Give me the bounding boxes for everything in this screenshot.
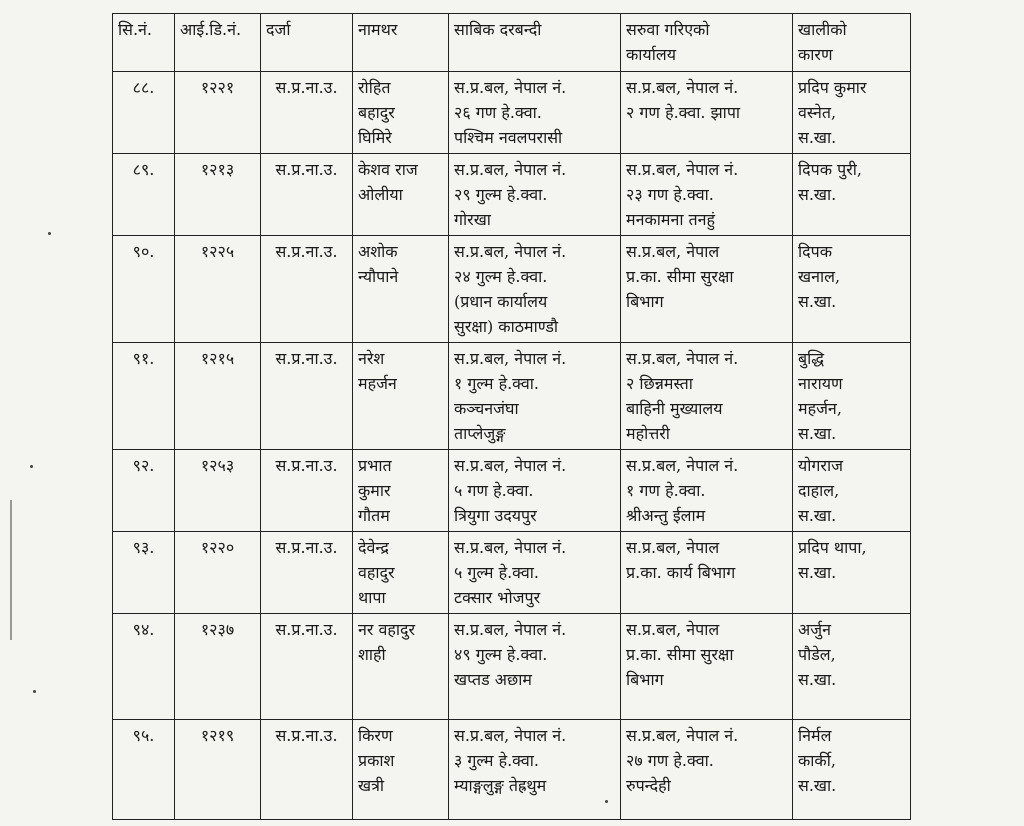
cell-line: प्र.का. सीमा सुरक्षा: [626, 267, 734, 286]
serial-number-cell: ९५.: [113, 720, 175, 820]
id-number-cell: १२२०: [175, 532, 261, 614]
cell-line: केशव राज: [358, 160, 418, 179]
rank-cell: स.प्र.ना.उ.: [261, 532, 353, 614]
id-number-cell: १२३७: [175, 614, 261, 720]
cell-line: घिमिरे: [358, 128, 392, 147]
transferred-office-cell: [621, 72, 793, 154]
table-row: [113, 532, 911, 614]
header-previous-post: साबिक दरबन्दी: [449, 14, 621, 72]
previous-post-cell: [449, 154, 621, 236]
name-cell: [353, 236, 449, 343]
serial-number-cell: ९४.: [113, 614, 175, 720]
transferred-office-cell: [621, 343, 793, 450]
cell-line: ४९ गुल्म हे.क्वा.: [454, 645, 548, 664]
vacancy-reason-cell: [793, 343, 911, 450]
rank-cell: स.प्र.ना.उ.: [261, 720, 353, 820]
vacancy-reason-cell: [793, 236, 911, 343]
header-line: कारण: [798, 45, 833, 64]
cell-line: बुद्धि: [798, 349, 825, 368]
name-cell: [353, 72, 449, 154]
id-number-cell: १२१३: [175, 154, 261, 236]
vacancy-reason-cell: [793, 72, 911, 154]
serial-number-cell: ८९.: [113, 154, 175, 236]
cell-line: २३ गण हे.क्वा.: [626, 185, 714, 204]
cell-line: २६ गण हे.क्वा.: [454, 103, 542, 122]
id-number-cell: १२१९: [175, 720, 261, 820]
header-id-number: आई.डि.नं.: [175, 14, 261, 72]
table-row: [113, 236, 911, 343]
cell-line: प्रकाश: [358, 751, 395, 770]
transferred-office-cell: [621, 532, 793, 614]
cell-line: वहादुर: [358, 563, 395, 582]
transferred-office-cell: [621, 236, 793, 343]
cell-line: २ छिन्नमस्ता: [626, 374, 693, 393]
serial-number-cell: ९२.: [113, 450, 175, 532]
cell-line: स.प्र.बल, नेपाल नं.: [626, 726, 739, 745]
cell-line: अर्जुन: [798, 620, 831, 639]
scan-edge-mark: [10, 500, 12, 640]
cell-line: किरण: [358, 726, 393, 745]
cell-line: दिपक: [798, 242, 833, 261]
header-vacancy-reason: [793, 14, 911, 72]
table-row: [113, 450, 911, 532]
table-row: [113, 72, 911, 154]
transferred-office-cell: [621, 154, 793, 236]
cell-line: स.प्र.बल, नेपाल नं.: [626, 349, 739, 368]
cell-line: नारायण: [798, 374, 843, 393]
rank-cell: स.प्र.ना.उ.: [261, 343, 353, 450]
cell-line: दाहाल,: [798, 481, 840, 500]
cell-line: महर्जन: [358, 374, 397, 393]
cell-line: बाहिनी मुख्यालय: [626, 399, 723, 418]
cell-line: श्रीअन्तु ईलाम: [626, 506, 706, 525]
cell-line: स.खा.: [798, 292, 837, 311]
table-row: [113, 343, 911, 450]
cell-line: त्रियुगा उदयपुर: [454, 506, 537, 525]
name-cell: [353, 343, 449, 450]
cell-line: प्र.का. कार्य बिभाग: [626, 563, 736, 582]
vacancy-reason-cell: [793, 532, 911, 614]
table-row: [113, 154, 911, 236]
cell-line: शाही: [358, 645, 386, 664]
transferred-office-cell: [621, 614, 793, 720]
cell-line: सुरक्षा) काठमाण्डौ: [454, 317, 559, 336]
cell-line: ओलीया: [358, 185, 403, 204]
name-cell: [353, 532, 449, 614]
cell-line: नरेश: [358, 349, 385, 368]
serial-number-cell: ९३.: [113, 532, 175, 614]
cell-line: पश्चिम नवलपरासी: [454, 128, 563, 147]
previous-post-cell: [449, 720, 621, 820]
cell-line: २९ गुल्म हे.क्वा.: [454, 185, 548, 204]
cell-line: पौडेल,: [798, 645, 836, 664]
cell-line: स.प्र.बल, नेपाल: [626, 538, 720, 557]
rank-cell: स.प्र.ना.उ.: [261, 72, 353, 154]
cell-line: ५ गुल्म हे.क्वा.: [454, 563, 540, 582]
transferred-office-cell: [621, 720, 793, 820]
cell-line: कार्की,: [798, 751, 836, 770]
cell-line: स.प्र.बल, नेपाल नं.: [454, 620, 567, 639]
cell-line: प्रदिप थापा,: [798, 538, 867, 557]
rank-cell: स.प्र.ना.उ.: [261, 236, 353, 343]
vacancy-reason-cell: [793, 450, 911, 532]
cell-line: न्यौपाने: [358, 267, 399, 286]
cell-line: म्याङ्गलुङ्ग तेह्रथुम: [454, 776, 547, 795]
cell-line: स.खा.: [798, 424, 837, 443]
previous-post-cell: [449, 450, 621, 532]
table-row: [113, 614, 911, 720]
transfer-table: [112, 13, 911, 820]
table-row: [113, 720, 911, 820]
cell-line: स.खा.: [798, 128, 837, 147]
cell-line: रुपन्देही: [626, 776, 671, 795]
cell-line: स.प्र.बल, नेपाल नं.: [454, 160, 567, 179]
vacancy-reason-cell: [793, 720, 911, 820]
cell-line: स.प्र.बल, नेपाल नं.: [454, 456, 567, 475]
scan-speck: [30, 465, 33, 468]
cell-line: थापा: [358, 588, 386, 607]
cell-line: स.खा.: [798, 185, 837, 204]
vacancy-reason-cell: [793, 614, 911, 720]
rank-cell: स.प्र.ना.उ.: [261, 154, 353, 236]
cell-line: ५ गण हे.क्वा.: [454, 481, 534, 500]
scan-speck: [48, 232, 51, 235]
header-rank: दर्जा: [261, 14, 353, 72]
cell-line: बहादुर: [358, 103, 395, 122]
cell-line: दिपक पुरी,: [798, 160, 862, 179]
header-line: कार्यालय: [626, 45, 676, 64]
scan-speck: [33, 690, 36, 693]
cell-line: स.प्र.बल, नेपाल नं.: [454, 538, 567, 557]
cell-line: स.खा.: [798, 670, 837, 689]
cell-line: २ गण हे.क्वा. झापा: [626, 103, 741, 122]
cell-line: ३ गुल्म हे.क्वा.: [454, 751, 540, 770]
cell-line: देवेन्द्र: [358, 538, 389, 557]
cell-line: स.प्र.बल, नेपाल नं.: [626, 78, 739, 97]
cell-line: स.प्र.बल, नेपाल नं.: [454, 349, 567, 368]
cell-line: मनकामना तनहुं: [626, 210, 716, 229]
serial-number-cell: ८८.: [113, 72, 175, 154]
cell-line: २७ गण हे.क्वा.: [626, 751, 714, 770]
serial-number-cell: ९१.: [113, 343, 175, 450]
id-number-cell: १२१५: [175, 343, 261, 450]
cell-line: १ गण हे.क्वा.: [626, 481, 706, 500]
cell-line: वस्नेत,: [798, 103, 837, 122]
cell-line: खत्री: [358, 776, 385, 795]
serial-number-cell: ९०.: [113, 236, 175, 343]
cell-line: गोरखा: [454, 210, 491, 229]
header-transferred-office: [621, 14, 793, 72]
rank-cell: स.प्र.ना.उ.: [261, 614, 353, 720]
cell-line: १ गुल्म हे.क्वा.: [454, 374, 540, 393]
cell-line: खप्तड अछाम: [454, 670, 532, 689]
cell-line: स.प्र.बल, नेपाल नं.: [626, 160, 739, 179]
name-cell: [353, 154, 449, 236]
cell-line: स.खा.: [798, 563, 837, 582]
cell-line: महोत्तरी: [626, 424, 670, 443]
cell-line: प्रभात: [358, 456, 392, 475]
cell-line: रोहित: [358, 78, 391, 97]
cell-line: ताप्लेजुङ्ग: [454, 424, 506, 443]
id-number-cell: १२२१: [175, 72, 261, 154]
previous-post-cell: [449, 532, 621, 614]
cell-line: स.प्र.बल, नेपाल नं.: [454, 78, 567, 97]
rank-cell: स.प्र.ना.उ.: [261, 450, 353, 532]
cell-line: योगराज: [798, 456, 843, 475]
transferred-office-cell: [621, 450, 793, 532]
name-cell: [353, 450, 449, 532]
id-number-cell: १२५३: [175, 450, 261, 532]
cell-line: टक्सार भोजपुर: [454, 588, 541, 607]
cell-line: प्रदिप कुमार: [798, 78, 867, 97]
table-header-row: [113, 14, 911, 72]
vacancy-reason-cell: [793, 154, 911, 236]
header-line: खालीको: [798, 20, 847, 39]
cell-line: गौतम: [358, 506, 390, 525]
previous-post-cell: [449, 236, 621, 343]
previous-post-cell: [449, 343, 621, 450]
cell-line: महर्जन,: [798, 399, 842, 418]
cell-line: स.प्र.बल, नेपाल नं.: [454, 726, 567, 745]
cell-line: प्र.का. सीमा सुरक्षा: [626, 645, 734, 664]
name-cell: [353, 720, 449, 820]
cell-line: (प्रधान कार्यालय: [454, 292, 548, 311]
cell-line: स.प्र.बल, नेपाल: [626, 620, 720, 639]
cell-line: कुमार: [358, 481, 391, 500]
cell-line: अशोक: [358, 242, 398, 261]
header-name: नामथर: [353, 14, 449, 72]
cell-line: स.खा.: [798, 776, 837, 795]
cell-line: निर्मल: [798, 726, 832, 745]
cell-line: स.प्र.बल, नेपाल नं.: [454, 242, 567, 261]
name-cell: [353, 614, 449, 720]
previous-post-cell: [449, 614, 621, 720]
cell-line: नर वहादुर: [358, 620, 416, 639]
cell-line: बिभाग: [626, 670, 664, 689]
previous-post-cell: [449, 72, 621, 154]
cell-line: स.प्र.बल, नेपाल: [626, 242, 720, 261]
id-number-cell: १२२५: [175, 236, 261, 343]
cell-line: कञ्चनजंघा: [454, 399, 519, 418]
cell-line: स.खा.: [798, 506, 837, 525]
cell-line: स.प्र.बल, नेपाल नं.: [626, 456, 739, 475]
cell-line: बिभाग: [626, 292, 664, 311]
cell-line: खनाल,: [798, 267, 841, 286]
header-line: सरुवा गरिएको: [626, 20, 710, 39]
cell-line: २४ गुल्म हे.क्वा.: [454, 267, 548, 286]
header-serial-number: सि.नं.: [113, 14, 175, 72]
